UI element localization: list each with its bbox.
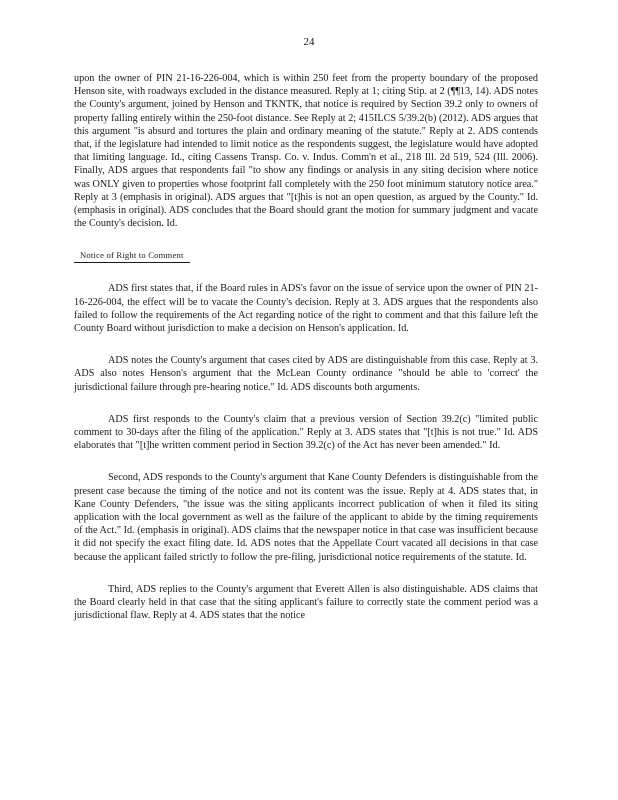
document-body bbox=[74, 72, 538, 623]
page-number: 24 bbox=[303, 36, 315, 48]
paragraph-distinguishable-cases: ADS notes the County's argument that cases cited by ADS are distinguishable from this case. Reply at 3. ADS also notes Henson's argument that the McLean County ordinance "should be able to 'correct' the jurisdictional failure through pre-hearing notice." Id. ADS discounts both arguments. bbox=[74, 355, 538, 393]
paragraph-service-reply: upon the owner of PIN 21-16-226-004, which is within 250 feet from the property boundary of the proposed Henson site, with roadways excluded in the distance measured. Reply at 1; citing Stip. at 2 (¶¶13, 14). ADS notes the County's argument, joined by Henson and TKNTK, that notice is required by Section 39.2 only to owners of property falling entirely within the 250-foot distance. See Reply at 2; 415ILCS 5/39.2(b) (2012). ADS argues that this argument "is absurd and tortures the plain and ordinary meaning of the statute." Reply at 2. ADS contends that, if the legislature had intended to limit notice as the respondents suggest, the legislature would have adopted that limiting language. Id., citing Cassens Transp. Co. v. Indus. Comm'n et al., 218 Ill. 2d 519, 524 (Ill. 2006). Finally, ADS argues that respondents fail "to show any findings or analysis in any siting decision where notice was ONLY given to properties whose footprint fall completely with the 250 foot minimum statutory notice area." Reply at 3 (emphasis in original). ADS argues that "[t]his is not an open question, as argued by the County." Id. (emphasis in original). ADS concludes that the Board should grant the motion for summary judgment and vacate the County's decision. Id. bbox=[74, 73, 538, 230]
section-heading bbox=[74, 249, 538, 263]
section-heading-text: Notice of Right to Comment bbox=[74, 249, 190, 263]
paragraph-section-39-2c: ADS first responds to the County's claim that a previous version of Section 39.2(c) "limited public comment to 30-days after the filing of the application." Reply at 3. ADS states that "[t]his is not true." Id. ADS elaborates that "[t]he written comment period in Section 39.2(c) of the Act has never been amended." Id. bbox=[74, 413, 538, 452]
paragraph-kane-county: Second, ADS responds to the County's argument that Kane County Defenders is distinguishable from the present case because the timing of the notice and not its content was the issue. Reply at 4. ADS states that, in Kane County Defenders, "the issue was the siting applicants incorrect publication of when it filed its siting application with the local government as well as the failure of the applicant to abide by the timing requirements of the Act." Id. (emphasis in original). ADS claims that the newspaper notice in that case was insufficient because it did not specify the exact filing date. Id. ADS notes that the Appellate Court vacated all decisions in that case because the applicant failed strictly to follow the pre-filing, jurisdictional notice requirements of the statute. Id. bbox=[74, 472, 538, 563]
paragraph-everett-allen: Third, ADS replies to the County's argument that Everett Allen is also distinguishable. ADS claims that the Board clearly held in that case that the siting applicant's failure to correctly state the comment period was a jurisdictional flaw. Reply at 4. ADS states that the notice bbox=[74, 583, 538, 622]
paragraph-right-to-comment: ADS first states that, if the Board rules in ADS's favor on the issue of service upon the owner of PIN 21-16-226-004, the effect will be to vacate the County's decision. Reply at 3. ADS argues that the respondents also failed to follow the requirements of the Act regarding notice of the right to comment and that this failure left the County Board without jurisdiction to make a decision on Henson's application. Id. bbox=[74, 283, 538, 335]
